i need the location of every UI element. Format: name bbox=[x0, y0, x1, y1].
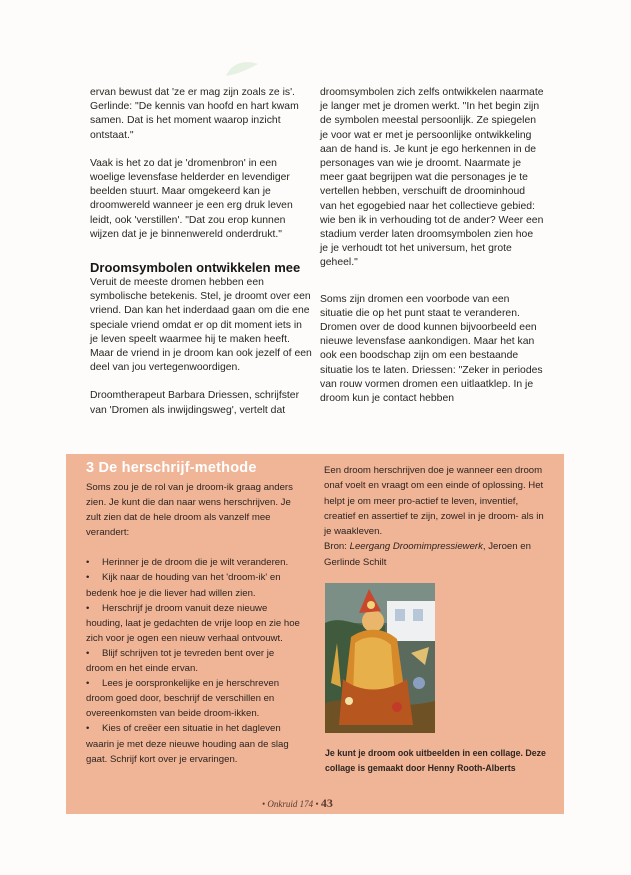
bullet-icon: • bbox=[86, 602, 90, 614]
step-text: Kijk naar de houding van het 'droom-ik' en bedenk hoe je die liever had willen zien. bbox=[86, 572, 281, 599]
paragraph: Soms zijn dromen een voorbode van een situatie die op het punt staat te veranderen. Dromen over de dood kunnen bijvoorbeeld een nieuwe levensfase aankondigen. Maar het kan ook een boodschap zijn om een bestaande situatie los te laten. Driessen: "Zeker in periodes van rouw vormen dromen een uitlaatklep. In je droom kun je contact hebben bbox=[320, 293, 543, 405]
step-list-item bbox=[86, 570, 304, 600]
source-line bbox=[324, 539, 546, 570]
info-box-text: Een droom herschrijven doe je wanneer een droom onaf voelt en vraagt om een einde of oplossing. Het helpt je om meer pro-actief te leven, inventief, creatief en assertief te zijn, zowel in je droom- als in je waakleven. bbox=[324, 465, 544, 538]
step-text: Blijf schrijven tot je tevreden bent over je droom en het einde ervan. bbox=[86, 647, 275, 675]
source-title: Leergang Droomimpressiewerk bbox=[349, 541, 483, 553]
step-list-item bbox=[86, 555, 304, 570]
section-heading: Droomsymbolen ontwikkelen mee bbox=[90, 260, 301, 276]
article-right-column bbox=[320, 86, 544, 420]
step-text: Herinner je de droom die je wilt veranderen. bbox=[102, 557, 289, 569]
info-box-title: 3 De herschrijf-methode bbox=[86, 460, 257, 476]
step-list-item bbox=[86, 601, 304, 646]
step-list-item bbox=[86, 646, 304, 676]
magazine-name: • Onkruid 174 • bbox=[262, 799, 319, 809]
bullet-icon: • bbox=[86, 557, 90, 569]
source-suffix: , Jeroen en Gerlinde Schilt bbox=[324, 541, 531, 568]
info-box-right-column bbox=[324, 463, 546, 570]
bullet-icon: • bbox=[86, 647, 90, 659]
paragraph: ervan bewust dat 'ze er mag zijn zoals ze is'. Gerlinde: "De kennis van hoofd en hart kwam samen. Dat is het moment waarop inzicht ontstaat." bbox=[90, 87, 299, 141]
page-number: 43 bbox=[320, 796, 333, 810]
step-text: Herschrijf je droom vanuit deze nieuwe houding, laat je gedachten de vrije loop en zie hoe zich voor je ogen een nieuw verhaal ontvouwt. bbox=[86, 602, 300, 644]
paragraph: Veruit de meeste dromen hebben een symbolische betekenis. Stel, je droomt over een vriend. Dan kan het inderdaad gaan om die ene speciale vriend omdat er op dit moment iets in je leven speelt waarmee hij te maken heeft. Maar de vriend in je droom kan ook jezelf of een deel van jou vertegenwoordigen. bbox=[90, 277, 312, 374]
bullet-icon: • bbox=[86, 572, 90, 584]
bullet-icon: • bbox=[86, 723, 90, 735]
info-box-left-column bbox=[86, 480, 304, 767]
bullet-icon: • bbox=[86, 678, 90, 690]
article-left-column bbox=[90, 86, 312, 432]
source-prefix: Bron: bbox=[324, 541, 350, 553]
collage-caption bbox=[325, 746, 550, 775]
caption-text: Je kunt je droom ook uitbeelden in een collage. Deze collage is gemaakt door Henny Rooth-Alberts bbox=[325, 748, 546, 773]
step-text: Lees je oorspronkelijke en je herschreven droom goed door, beschrijf de verschillen en overeenkomsten van beide droom-ikken. bbox=[86, 678, 280, 720]
page-footer bbox=[262, 796, 333, 811]
step-text: Kies of creëer een situatie in het dagleven waarin je met deze nieuwe houding aan de slag gaat. Schrijf kort over je ervaringen. bbox=[86, 723, 289, 765]
paragraph: Droomtherapeut Barbara Driessen, schrijfster van 'Dromen als inwijdingsweg', vertelt dat bbox=[90, 390, 300, 416]
paragraph: droomsymbolen zich zelfs ontwikkelen naarmate je langer met je dromen werkt. "In het begin zijn de symbolen meestal persoonlijk. Ze spiegelen je voor wat er met je persoonlijke ontwikkeling aan de hand is. Je kunt je ego herkennen in de personages van wie je droomt. Naarmate je meer gaat begrijpen wat die personages je te vertellen hebben, verschuift de droominhoud van het egogebied naar het collectieve gebied: wie ben ik in verhouding tot de ander? Weer een stadium verder laten droomsymbolen zien hoe je je verhoudt tot het universum, het grote geheel." bbox=[320, 87, 544, 269]
step-list bbox=[86, 555, 304, 766]
paragraph: Vaak is het zo dat je 'dromenbron' in een woelige levensfase helderder en levendiger beelden stuurt. Maar omgekeerd kan je droomwereld wanneer je een erg druk leven leidt, ook 'verstillen'. "Dat zou erop kunnen wijzen dat je je binnenwereld onderdrukt." bbox=[90, 157, 293, 240]
info-box-intro: Soms zou je de rol van je droom-ik graag anders zien. Je kunt die dan naar wens herschrijven. Je zult zien dat de hele droom als vanzelf mee verandert: bbox=[86, 482, 293, 539]
decorative-leaf-icon bbox=[222, 58, 262, 80]
collage-image bbox=[325, 583, 435, 733]
step-list-item bbox=[86, 676, 304, 721]
step-list-item bbox=[86, 721, 304, 766]
